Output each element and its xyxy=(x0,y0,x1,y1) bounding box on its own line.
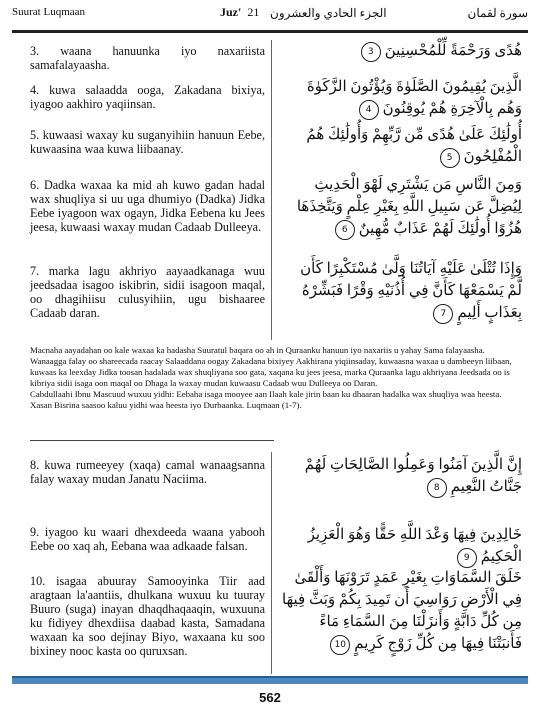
verse-8-arabic xyxy=(282,454,522,498)
verse-5-arabic xyxy=(282,124,522,168)
verse-7-arabic xyxy=(282,258,522,324)
header-rule xyxy=(12,30,528,33)
verse-9-somali: 9. iyagoo ku waari dhexdeeda waana yabooh Eebe oo xaq ah, Eebana waa adkaade falsan. xyxy=(30,525,265,553)
verse-text: أُولَٰئِكَ عَلَىٰ هُدًى مِّن رَّبِّهِمْ وَأُولَٰئِكَ هُمُ الْمُفْلِحُونَ xyxy=(306,127,522,165)
verse-text: خَلَقَ السَّمَاوَاتِ بِغَيْرِ عَمَدٍ تَرَوْنَهَا وَأَلْقَىٰ فِي الْأَرْضِ رَوَاسِيَ أَن تَمِيدَ بِكُمْ وَبَثَّ فِيهَا مِن كُلِّ دَابَّةٍ وَأَنزَلْنَا مِنَ السَّمَاءِ مَاءً فَأَنبَتْنَا فِيهَا مِن كُلِّ زَوْجٍ كَرِيمٍ xyxy=(282,570,522,652)
verse-end-marker: 9 xyxy=(457,548,477,568)
commentary-paragraph: Xasan Bisrina saasoo kaluu yidhi waa heesta iyo Durbaanka. Luqmaan (1-7). xyxy=(30,400,302,410)
verse-5-somali: 5. kuwaasi waxay ku suganyihiin hanuun Eebe, kuwaasina waa kuwa liibaanay. xyxy=(30,128,265,156)
verse-end-marker: 5 xyxy=(440,148,460,168)
surah-arabic: سورة لقمان xyxy=(467,6,528,20)
verse-end-marker: 4 xyxy=(359,100,379,120)
verse-text: وَمِنَ النَّاسِ مَن يَشْتَرِي لَهْوَ الْحَدِيثِ لِيُضِلَّ عَن سَبِيلِ اللَّهِ بِغَيْرِ عِلْمٍ وَيَتَّخِذَهَا هُزُوًا أُولَٰئِكَ لَهُمْ عَذَابٌ مُّهِينٌ xyxy=(296,177,522,237)
verse-7-somali: 7. marka lagu akhriyo aayaadkanaga wuu jeedsadaa isagoo iskibrin, sidii isagoon maqal, oo dhagihiisu culusyihiin, ugu bishaaree Cadaab daran. xyxy=(30,264,265,320)
verse-end-marker: 8 xyxy=(427,478,447,498)
commentary-paragraph: Cabdullaahi Ibnu Mascuud wuxuu yidhi: Eebaha isaga mooyee aan Ilaah kale jirin baan ku dhaaran hadalka wax shuqliya waa heesta. xyxy=(30,389,502,399)
surah-name: Suurat Luqmaan xyxy=(12,6,86,18)
verse-text: هُدًى وَرَحْمَةً لِّلْمُحْسِنِينَ xyxy=(384,43,522,59)
page-footer xyxy=(0,676,540,712)
verse-4-arabic xyxy=(282,76,522,120)
page-number: 562 xyxy=(259,690,281,705)
verse-end-marker: 10 xyxy=(330,635,350,655)
footer-bar xyxy=(12,676,528,684)
section-rule xyxy=(30,440,274,441)
verse-9-arabic xyxy=(282,524,522,568)
verse-10-arabic xyxy=(282,567,522,655)
verse-end-marker: 6 xyxy=(335,220,355,240)
commentary-note xyxy=(30,345,520,411)
verse-end-marker: 3 xyxy=(361,42,381,62)
verse-text: وَإِذَا تُتْلَىٰ عَلَيْهِ آيَاتُنَا وَلَّىٰ مُسْتَكْبِرًا كَأَن لَّمْ يَسْمَعْهَا كَأَنَّ فِي أُذُنَيْهِ وَقْرًا فَبَشِّرْهُ بِعَذَابٍ أَلِيمٍ xyxy=(300,261,522,321)
verse-3-somali: 3. waana hanuunka iyo naxariista samafalayaasha. xyxy=(30,44,265,72)
verse-4-somali: 4. kuwa salaadda ooga, Zakadana bixiya, iyagoo aakhiro yaqiinsan. xyxy=(30,83,265,111)
verse-3-arabic xyxy=(282,40,522,62)
page-header xyxy=(0,0,540,36)
column-divider-bottom xyxy=(271,452,272,674)
verse-text: الَّذِينَ يُقِيمُونَ الصَّلَوٰةَ وَيُؤْتُونَ الزَّكَوٰةَ وَهُم بِالْآخِرَةِ هُمْ يُوقِنُونَ xyxy=(306,79,522,117)
verse-text: خَالِدِينَ فِيهَا وَعْدَ اللَّهِ حَقًّا وَهُوَ الْعَزِيزُ الْحَكِيمُ xyxy=(307,527,522,565)
commentary-paragraph: Macnaha aayadahan oo kale waxaa ka hadasha Suuratul baqara oo ah in Quraanku hanuun iyo naxariis u yahay Sama falayaasha. Wanaagga falay oo shareecada raacay Salaaddana oogay Zakadana bixiyey Aakhirana yiqiinsaday, kuwaasna waxaa u dambeeyn liibaan, kuwaas ka leexday Jidka toosan hadalada wax shuqliyana soo gata, xaqana ku jees jeesa, marka Quraanka lagu akhriyana Jeedsada oo is kibriya sidii isaga oon maqal oo Dhaga la waxay mudan kuwaasu Cadaab wuu Dulleeya oo Daran. xyxy=(30,345,512,388)
verse-10-somali: 10. isagaa abuuray Samooyinka Tiir aad aragtaan la'aantiis, dhulkana wuxuu ku tuuray Buuro (suga) inayan dhaqdhaqaaqin, wuxuuna ku fidiyey dhexdiisa daabad kasta, Samadana waxaan ka soo dejinay Biyo, waxaana ku soo bixiney nooc kasta oo quruxsan. xyxy=(30,574,265,658)
verse-6-arabic xyxy=(282,174,522,240)
juz-arabic: الجزء الحادي والعشرون xyxy=(270,6,387,20)
juz-label: Juz' xyxy=(220,5,242,19)
verse-6-somali: 6. Dadka waxaa ka mid ah kuwo gadan hadal wax shuqliya si uu uga dhumiyo (Dadka) Jidka Eebe iyagoon wax ogayn, Jidka Eebena ku Jees jeesa, kuwaasi waxay mudan Cadaab Dulleeya. xyxy=(30,178,265,234)
verse-end-marker: 7 xyxy=(433,304,453,324)
column-divider-top xyxy=(271,40,272,340)
verse-8-somali: 8. kuwa rumeeyey (xaqa) camal wanaagsanna falay waxay mudan Janatu Naciima. xyxy=(30,458,265,486)
juz-indicator xyxy=(220,5,259,20)
verse-text: إِنَّ الَّذِينَ آمَنُوا وَعَمِلُوا الصَّالِحَاتِ لَهُمْ جَنَّاتُ النَّعِيمِ xyxy=(304,457,522,495)
juz-number: 21 xyxy=(247,5,260,19)
